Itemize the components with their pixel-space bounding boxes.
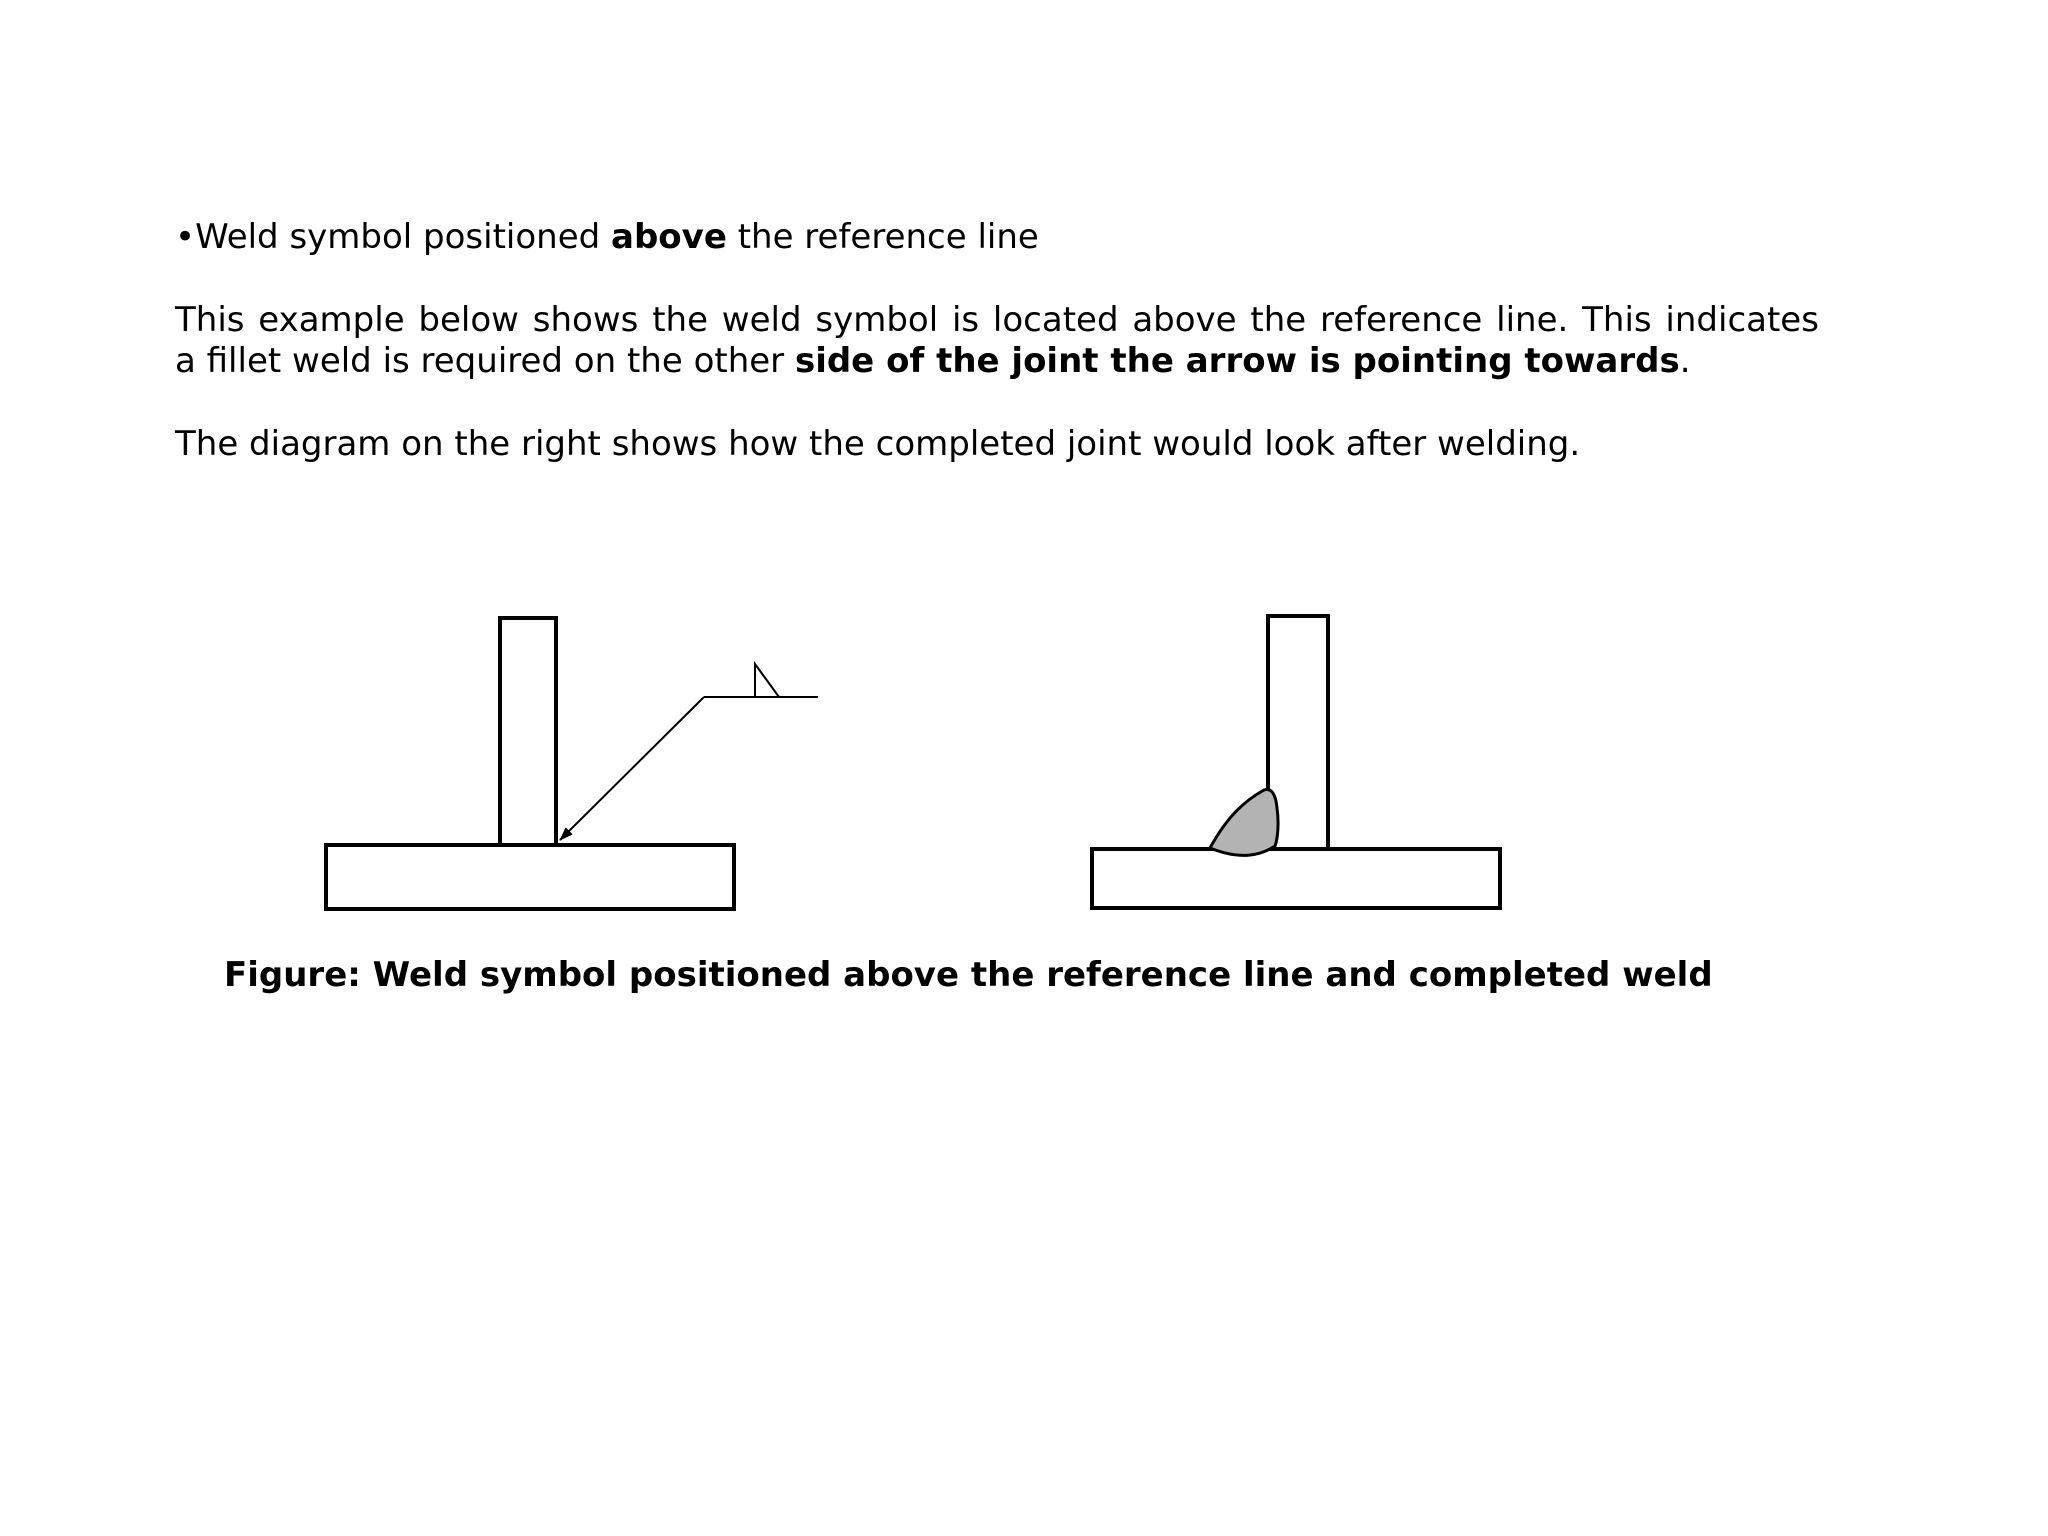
left-vertical-plate [500, 618, 556, 845]
left-base-plate [326, 845, 734, 909]
right-joint-diagram [1092, 616, 1500, 908]
paragraph-1-line-1: This example below shows the weld symbol is located above the reference line. This indicates [175, 300, 1819, 340]
left-joint-diagram [326, 618, 818, 909]
bullet-marker: • [175, 217, 196, 257]
right-base-plate [1092, 849, 1500, 908]
completed-fillet-weld [1210, 789, 1278, 855]
bullet-text-bold: above [611, 217, 727, 257]
fillet-weld-symbol [755, 664, 779, 697]
arrow-line [560, 697, 704, 840]
bullet-text-after: the reference line [726, 217, 1039, 257]
paragraph-2: The diagram on the right shows how the completed joint would look after welding. [175, 424, 1581, 464]
paragraph-1-line-2-bold: side of the joint the arrow is pointing towards [794, 341, 1680, 381]
paragraph-1-line-2-after: . [1679, 341, 1691, 381]
bullet-text-before: Weld symbol positioned [195, 217, 612, 257]
paragraph-1-line-2-before: a fillet weld is required on the other [175, 341, 795, 381]
figure-caption: Figure: Weld symbol positioned above the reference line and completed weld [224, 955, 1713, 995]
